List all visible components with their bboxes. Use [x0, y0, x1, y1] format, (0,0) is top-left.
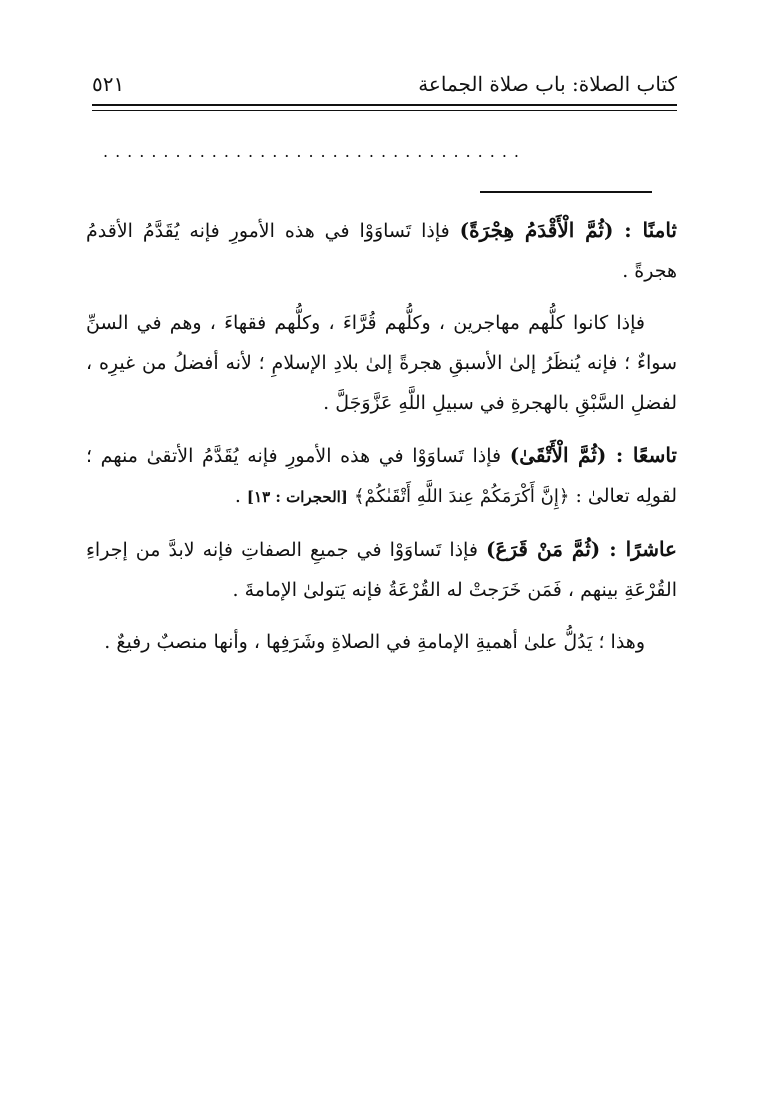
paragraph-text: فإذا تَساوَوْا في هذه الأمورِ فإنه يُقَدَّمُ الأتقىٰ منهم ؛ لقولِه تعالىٰ :	[86, 445, 677, 507]
paragraph-text: فإذا تَساوَوْا في جميعِ الصفاتِ فإنه لابدَّ من إجراءِ القُرْعَةِ بينهم ، فَمَن خَرَجتْ له القُرْعَةُ فإنه يَتولىٰ الإمامةَ .	[86, 539, 677, 601]
paragraph-eighth	[86, 210, 677, 291]
header-rule-thin	[92, 110, 677, 111]
paragraph-lead: ثامنًا : (ثُمَّ الْأَقْدَمُ هِجْرَةً)	[459, 218, 677, 242]
dotted-separator: ...................................	[103, 142, 527, 158]
paragraph-text: فإذا كانوا كلُّهم مهاجرين ، وكلُّهم قُرَّاءَ ، وكلُّهم فقهاءَ ، وهم في السنِّ سواءٌ ؛ فإنه يُنظَرُ إلىٰ الأسبقِ هجرةً إلىٰ بلادِ الإسلامِ ؛ لأنه أفضلُ من غيرِه ، لفضلِ السَّبْقِ بالهجرةِ في سبيلِ اللَّهِ عَزَّوَجَلَّ .	[86, 312, 677, 414]
verse-reference: [الحجرات : ١٣]	[246, 488, 348, 506]
paragraph-tail: .	[234, 485, 247, 507]
paragraph-conclusion	[86, 622, 677, 662]
chapter-title: كتاب الصلاة: باب صلاة الجماعة	[418, 72, 677, 96]
paragraph-text: فإذا تَساوَوْا في هذه الأمورِ فإنه يُقَدَّمُ الأقدمُ هجرةً .	[86, 220, 677, 282]
paragraph-ninth	[86, 435, 677, 517]
paragraph-explanation	[86, 303, 677, 423]
page-number: ٥٢١	[92, 72, 125, 96]
running-head	[92, 62, 677, 96]
paragraph-lead: عاشرًا : (ثُمَّ مَنْ قَرَعَ)	[486, 537, 677, 561]
paragraph-tenth	[86, 529, 677, 610]
paragraph-text: وهذا ؛ يَدُلُّ علىٰ أهميةِ الإمامةِ في الصلاةِ وشَرَفِها ، وأنها منصبٌ رفيعٌ .	[104, 631, 645, 653]
body-text	[86, 210, 677, 674]
quran-verse: ﴿إِنَّ أَكْرَمَكُمْ عِندَ اللَّهِ أَتْقَىٰكُمْ﴾	[353, 486, 570, 507]
section-separator-line	[480, 191, 652, 193]
header-rule-thick	[92, 104, 677, 106]
paragraph-lead: تاسعًا : (ثُمَّ الْأَتْقَىٰ)	[509, 443, 678, 467]
